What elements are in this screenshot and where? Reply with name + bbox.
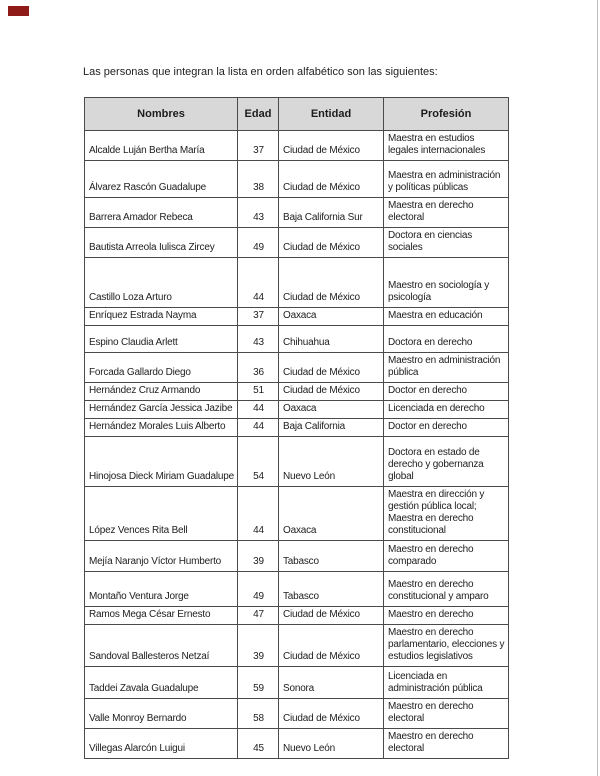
table-row [85,667,509,699]
cell-edad: 45 [238,729,279,759]
cell-profesion: Maestra en educación [384,308,509,326]
cell-nombre: Ramos Mega César Ernesto [85,607,238,625]
column-header: Profesión [384,98,509,131]
cell-profesion: Doctora en ciencias sociales [384,228,509,258]
table-row [85,487,509,541]
cell-nombre: Taddei Zavala Guadalupe [85,667,238,699]
cell-nombre: Álvarez Rascón Guadalupe [85,161,238,198]
cell-nombre: Villegas Alarcón Luigui [85,729,238,759]
cell-edad: 54 [238,437,279,487]
table-row [85,625,509,667]
corner-redaction-mark [8,6,29,16]
cell-profesion: Maestra en estudios legales internacionales [384,131,509,161]
cell-edad: 49 [238,572,279,607]
cell-edad: 51 [238,383,279,401]
cell-edad: 37 [238,308,279,326]
cell-profesion: Maestro en derecho comparado [384,541,509,572]
table-row [85,401,509,419]
cell-edad: 37 [238,131,279,161]
cell-profesion: Maestra en administración y políticas públicas [384,161,509,198]
cell-nombre: Barrera Amador Rebeca [85,198,238,228]
cell-nombre: Hernández Morales Luis Alberto [85,419,238,437]
cell-entidad: Ciudad de México [279,161,384,198]
cell-nombre: López Vences Rita Bell [85,487,238,541]
column-header: Entidad [279,98,384,131]
cell-nombre: Castillo Loza Arturo [85,258,238,308]
cell-entidad: Ciudad de México [279,131,384,161]
cell-edad: 39 [238,625,279,667]
cell-entidad: Chihuahua [279,326,384,353]
cell-edad: 44 [238,258,279,308]
table-row [85,161,509,198]
cell-entidad: Baja California [279,419,384,437]
cell-entidad: Ciudad de México [279,607,384,625]
cell-entidad: Sonora [279,667,384,699]
table-row [85,607,509,625]
table-row [85,131,509,161]
cell-profesion: Maestra en dirección y gestión pública local; Maestra en derecho constitucional [384,487,509,541]
intro-text: Las personas que integran la lista en orden alfabético son las siguientes: [83,66,438,78]
column-header: Nombres [85,98,238,131]
cell-nombre: Forcada Gallardo Diego [85,353,238,383]
table-row [85,437,509,487]
cell-profesion: Maestro en derecho constitucional y amparo [384,572,509,607]
cell-nombre: Sandoval Ballesteros Netzaí [85,625,238,667]
cell-entidad: Ciudad de México [279,383,384,401]
cell-profesion: Maestro en derecho electoral [384,729,509,759]
cell-edad: 49 [238,228,279,258]
cell-edad: 36 [238,353,279,383]
table-row [85,419,509,437]
cell-entidad: Tabasco [279,572,384,607]
cell-edad: 39 [238,541,279,572]
cell-edad: 44 [238,401,279,419]
cell-entidad: Nuevo León [279,437,384,487]
cell-nombre: Hinojosa Dieck Miriam Guadalupe [85,437,238,487]
cell-entidad: Oaxaca [279,308,384,326]
page-edge-line [597,0,598,776]
table-row [85,198,509,228]
cell-profesion: Maestro en administración pública [384,353,509,383]
people-table-body [85,131,509,759]
cell-edad: 43 [238,326,279,353]
table-row [85,541,509,572]
cell-entidad: Nuevo León [279,729,384,759]
cell-profesion: Maestro en sociología y psicología [384,258,509,308]
cell-entidad: Oaxaca [279,487,384,541]
cell-entidad: Tabasco [279,541,384,572]
table-row [85,258,509,308]
column-header: Edad [238,98,279,131]
table-row [85,383,509,401]
table-header-row [85,98,509,131]
table-row [85,699,509,729]
cell-edad: 43 [238,198,279,228]
table-row [85,353,509,383]
cell-profesion: Maestra en derecho electoral [384,198,509,228]
cell-entidad: Baja California Sur [279,198,384,228]
table-row [85,326,509,353]
table-row [85,308,509,326]
cell-nombre: Espino Claudia Arlett [85,326,238,353]
cell-nombre: Hernández Cruz Armando [85,383,238,401]
cell-nombre: Mejía Naranjo Víctor Humberto [85,541,238,572]
cell-edad: 38 [238,161,279,198]
cell-edad: 44 [238,487,279,541]
cell-edad: 47 [238,607,279,625]
cell-profesion: Doctora en derecho [384,326,509,353]
cell-entidad: Ciudad de México [279,228,384,258]
cell-edad: 44 [238,419,279,437]
cell-profesion: Maestro en derecho electoral [384,699,509,729]
cell-entidad: Ciudad de México [279,353,384,383]
cell-entidad: Ciudad de México [279,699,384,729]
table-row [85,729,509,759]
cell-profesion: Doctora en estado de derecho y gobernanza global [384,437,509,487]
cell-entidad: Oaxaca [279,401,384,419]
people-table [84,97,509,759]
cell-entidad: Ciudad de México [279,625,384,667]
cell-nombre: Enríquez Estrada Nayma [85,308,238,326]
cell-nombre: Hernández García Jessica Jazibe [85,401,238,419]
cell-nombre: Valle Monroy Bernardo [85,699,238,729]
cell-entidad: Ciudad de México [279,258,384,308]
cell-profesion: Licenciada en derecho [384,401,509,419]
table-row [85,228,509,258]
cell-nombre: Alcalde Luján Bertha María [85,131,238,161]
cell-profesion: Maestro en derecho [384,607,509,625]
cell-edad: 58 [238,699,279,729]
cell-profesion: Doctor en derecho [384,419,509,437]
cell-nombre: Montaño Ventura Jorge [85,572,238,607]
cell-nombre: Bautista Arreola Iulisca Zircey [85,228,238,258]
table-row [85,572,509,607]
cell-profesion: Licenciada en administración pública [384,667,509,699]
cell-profesion: Maestro en derecho parlamentario, elecciones y estudios legislativos [384,625,509,667]
cell-profesion: Doctor en derecho [384,383,509,401]
cell-edad: 59 [238,667,279,699]
